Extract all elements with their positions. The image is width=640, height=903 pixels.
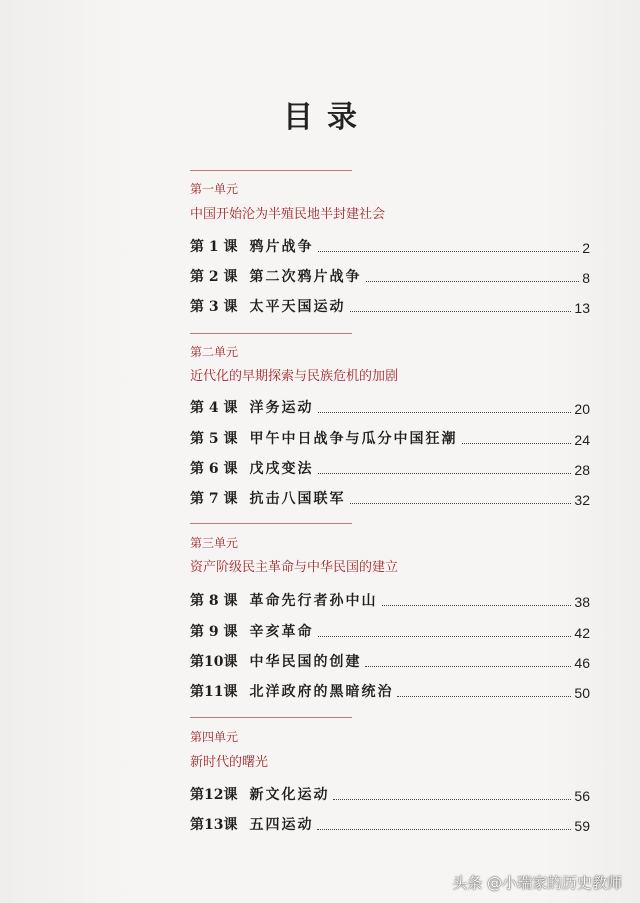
lesson-name: 北洋政府的黑暗统治 [249, 684, 394, 700]
page-number: 8 [582, 270, 590, 286]
page-number: 13 [574, 300, 590, 316]
page-number: 20 [574, 401, 590, 417]
lesson-row[interactable] [190, 490, 590, 508]
page-number: 42 [574, 625, 590, 641]
page-number: 59 [574, 818, 590, 834]
lesson-row[interactable] [190, 430, 590, 448]
unit-divider [190, 170, 352, 171]
lesson-row[interactable] [190, 238, 590, 256]
lesson-row[interactable] [190, 268, 590, 286]
unit-subtitle: 新时代的曙光 [190, 755, 269, 770]
page-number: 32 [574, 492, 590, 508]
unit-name: 第二单元 [190, 345, 239, 359]
lesson-name: 抗击八国联军 [249, 491, 346, 507]
leader-dots [462, 442, 572, 444]
leader-dots [317, 828, 571, 830]
leader-dots [350, 502, 572, 504]
leader-dots [318, 411, 572, 413]
page-number: 50 [574, 685, 590, 701]
unit-name: 第三单元 [190, 536, 239, 550]
leader-dots [397, 695, 571, 697]
leader-dots [318, 250, 580, 252]
lesson-name: 洋务运动 [249, 400, 314, 416]
lesson-row[interactable] [190, 683, 590, 701]
leader-dots [333, 798, 571, 800]
lesson-number: 第 2 课 [190, 269, 238, 285]
lesson-number: 第10课 [190, 654, 238, 670]
leader-dots [365, 665, 571, 667]
lesson-name: 五四运动 [249, 817, 314, 833]
page-number: 24 [574, 432, 590, 448]
lesson-number: 第 3 课 [190, 299, 238, 315]
leader-dots [366, 280, 580, 282]
lesson-number: 第 6 课 [190, 461, 238, 477]
lesson-row[interactable] [190, 653, 590, 671]
page-number: 28 [574, 462, 590, 478]
lesson-row[interactable] [190, 298, 590, 316]
lesson-number: 第12课 [190, 787, 238, 803]
page-number: 56 [574, 788, 590, 804]
lesson-row[interactable] [190, 460, 590, 478]
unit-subtitle: 资产阶级民主革命与中华民国的建立 [190, 560, 399, 575]
lesson-number: 第 4 课 [190, 400, 238, 416]
unit-name: 第四单元 [190, 730, 239, 744]
lesson-number: 第 7 课 [190, 491, 238, 507]
lesson-name: 中华民国的创建 [249, 654, 362, 670]
lesson-name: 第二次鸦片战争 [249, 269, 362, 285]
lesson-row[interactable] [190, 592, 590, 610]
lesson-number: 第 1 课 [190, 239, 238, 255]
lesson-row[interactable] [190, 816, 590, 834]
unit-subtitle: 中国开始沦为半殖民地半封建社会 [190, 207, 386, 222]
lesson-name: 戊戌变法 [249, 461, 314, 477]
leader-dots [318, 472, 572, 474]
lesson-number: 第 8 课 [190, 593, 238, 609]
page-title: 目录 [283, 100, 371, 135]
unit-name: 第一单元 [190, 182, 239, 196]
lesson-name: 辛亥革命 [249, 624, 314, 640]
lesson-number: 第13课 [190, 817, 238, 833]
lesson-name: 鸦片战争 [249, 239, 314, 255]
unit-divider [190, 523, 352, 524]
lesson-row[interactable] [190, 623, 590, 641]
leader-dots [382, 604, 572, 606]
watermark: 头条 @小瑞家的历史教师 [452, 874, 622, 892]
lesson-row[interactable] [190, 399, 590, 417]
lesson-row[interactable] [190, 786, 590, 804]
unit-divider [190, 333, 352, 334]
lesson-name: 甲午中日战争与瓜分中国狂潮 [249, 431, 458, 447]
unit-divider [190, 717, 352, 718]
page-number: 2 [582, 240, 590, 256]
lesson-name: 新文化运动 [249, 787, 330, 803]
lesson-number: 第11课 [190, 684, 238, 700]
leader-dots [350, 310, 572, 312]
page-number: 38 [574, 594, 590, 610]
unit-subtitle: 近代化的早期探索与民族危机的加剧 [190, 369, 399, 384]
page-number: 46 [574, 655, 590, 671]
lesson-number: 第 5 课 [190, 431, 238, 447]
lesson-number: 第 9 课 [190, 624, 238, 640]
lesson-name: 太平天国运动 [249, 299, 346, 315]
lesson-name: 革命先行者孙中山 [249, 593, 378, 609]
leader-dots [318, 635, 572, 637]
